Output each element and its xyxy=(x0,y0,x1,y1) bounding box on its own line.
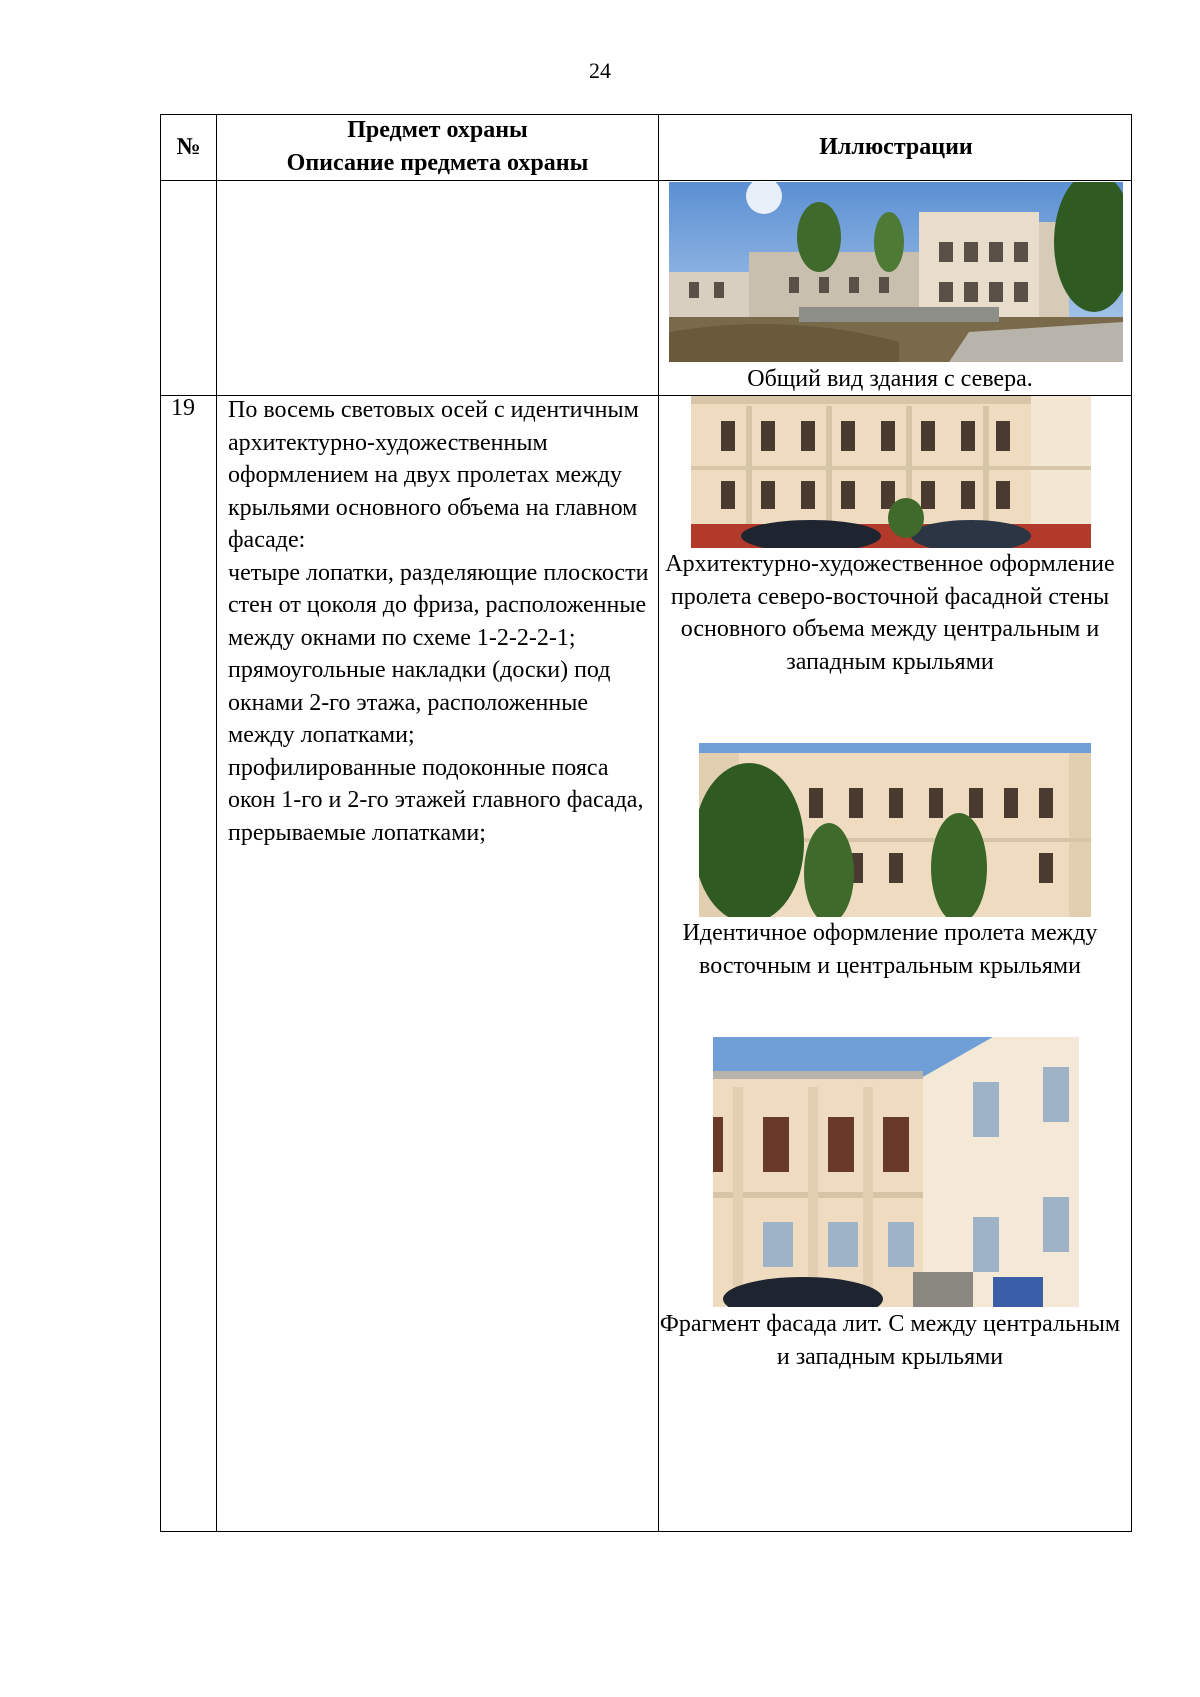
photo-caption: Архитектурно-художественное оформление пролета северо-восточной фасадной стены основного объема между центральным и западным крыльями xyxy=(665,551,1115,675)
photo-facade-span-east-central xyxy=(699,743,1091,917)
photo-caption: Общий вид здания с севера. xyxy=(747,366,1033,392)
photo-caption: Фрагмент фасада лит. С между центральным и западным крыльями xyxy=(659,1311,1121,1370)
header-divider xyxy=(161,180,1131,181)
page-number: 24 xyxy=(589,58,611,83)
column-divider xyxy=(216,115,217,1531)
header-subject-title: Предмет охраны xyxy=(347,117,528,143)
photo-caption: Идентичное оформление пролета между восточным и центральным крыльями xyxy=(682,920,1098,979)
photo-facade-span-northeast xyxy=(691,396,1091,548)
row-number: 19 xyxy=(171,395,195,421)
header-subject xyxy=(217,114,658,180)
protection-subject-table xyxy=(160,114,1132,1532)
description-paragraph: прямоугольные накладки (доски) под окнами 2-го этажа, расположенные между лопатками; xyxy=(228,657,611,748)
photo-facade-fragment xyxy=(713,1037,1079,1307)
description-paragraph: По восемь световых осей с идентичным архитектурно-художественным оформлением на двух пролетах между крыльями основного объема на главном фасаде: xyxy=(228,397,639,553)
protection-subject-description xyxy=(228,394,658,849)
description-paragraph: четыре лопатки, разделяющие плоскости стен от цоколя до фриза, расположенные между окнами по схеме 1-2-2-2-1; xyxy=(228,559,649,651)
header-subject-subtitle: Описание предмета охраны xyxy=(286,150,589,176)
header-illustrations: Иллюстрации xyxy=(819,134,973,160)
description-paragraph: профилированные подоконные пояса окон 1-го и 2-го этажей главного фасада, прерываемые лопатками; xyxy=(228,754,644,846)
photo-building-north xyxy=(669,182,1123,362)
header-number: № xyxy=(176,134,201,160)
